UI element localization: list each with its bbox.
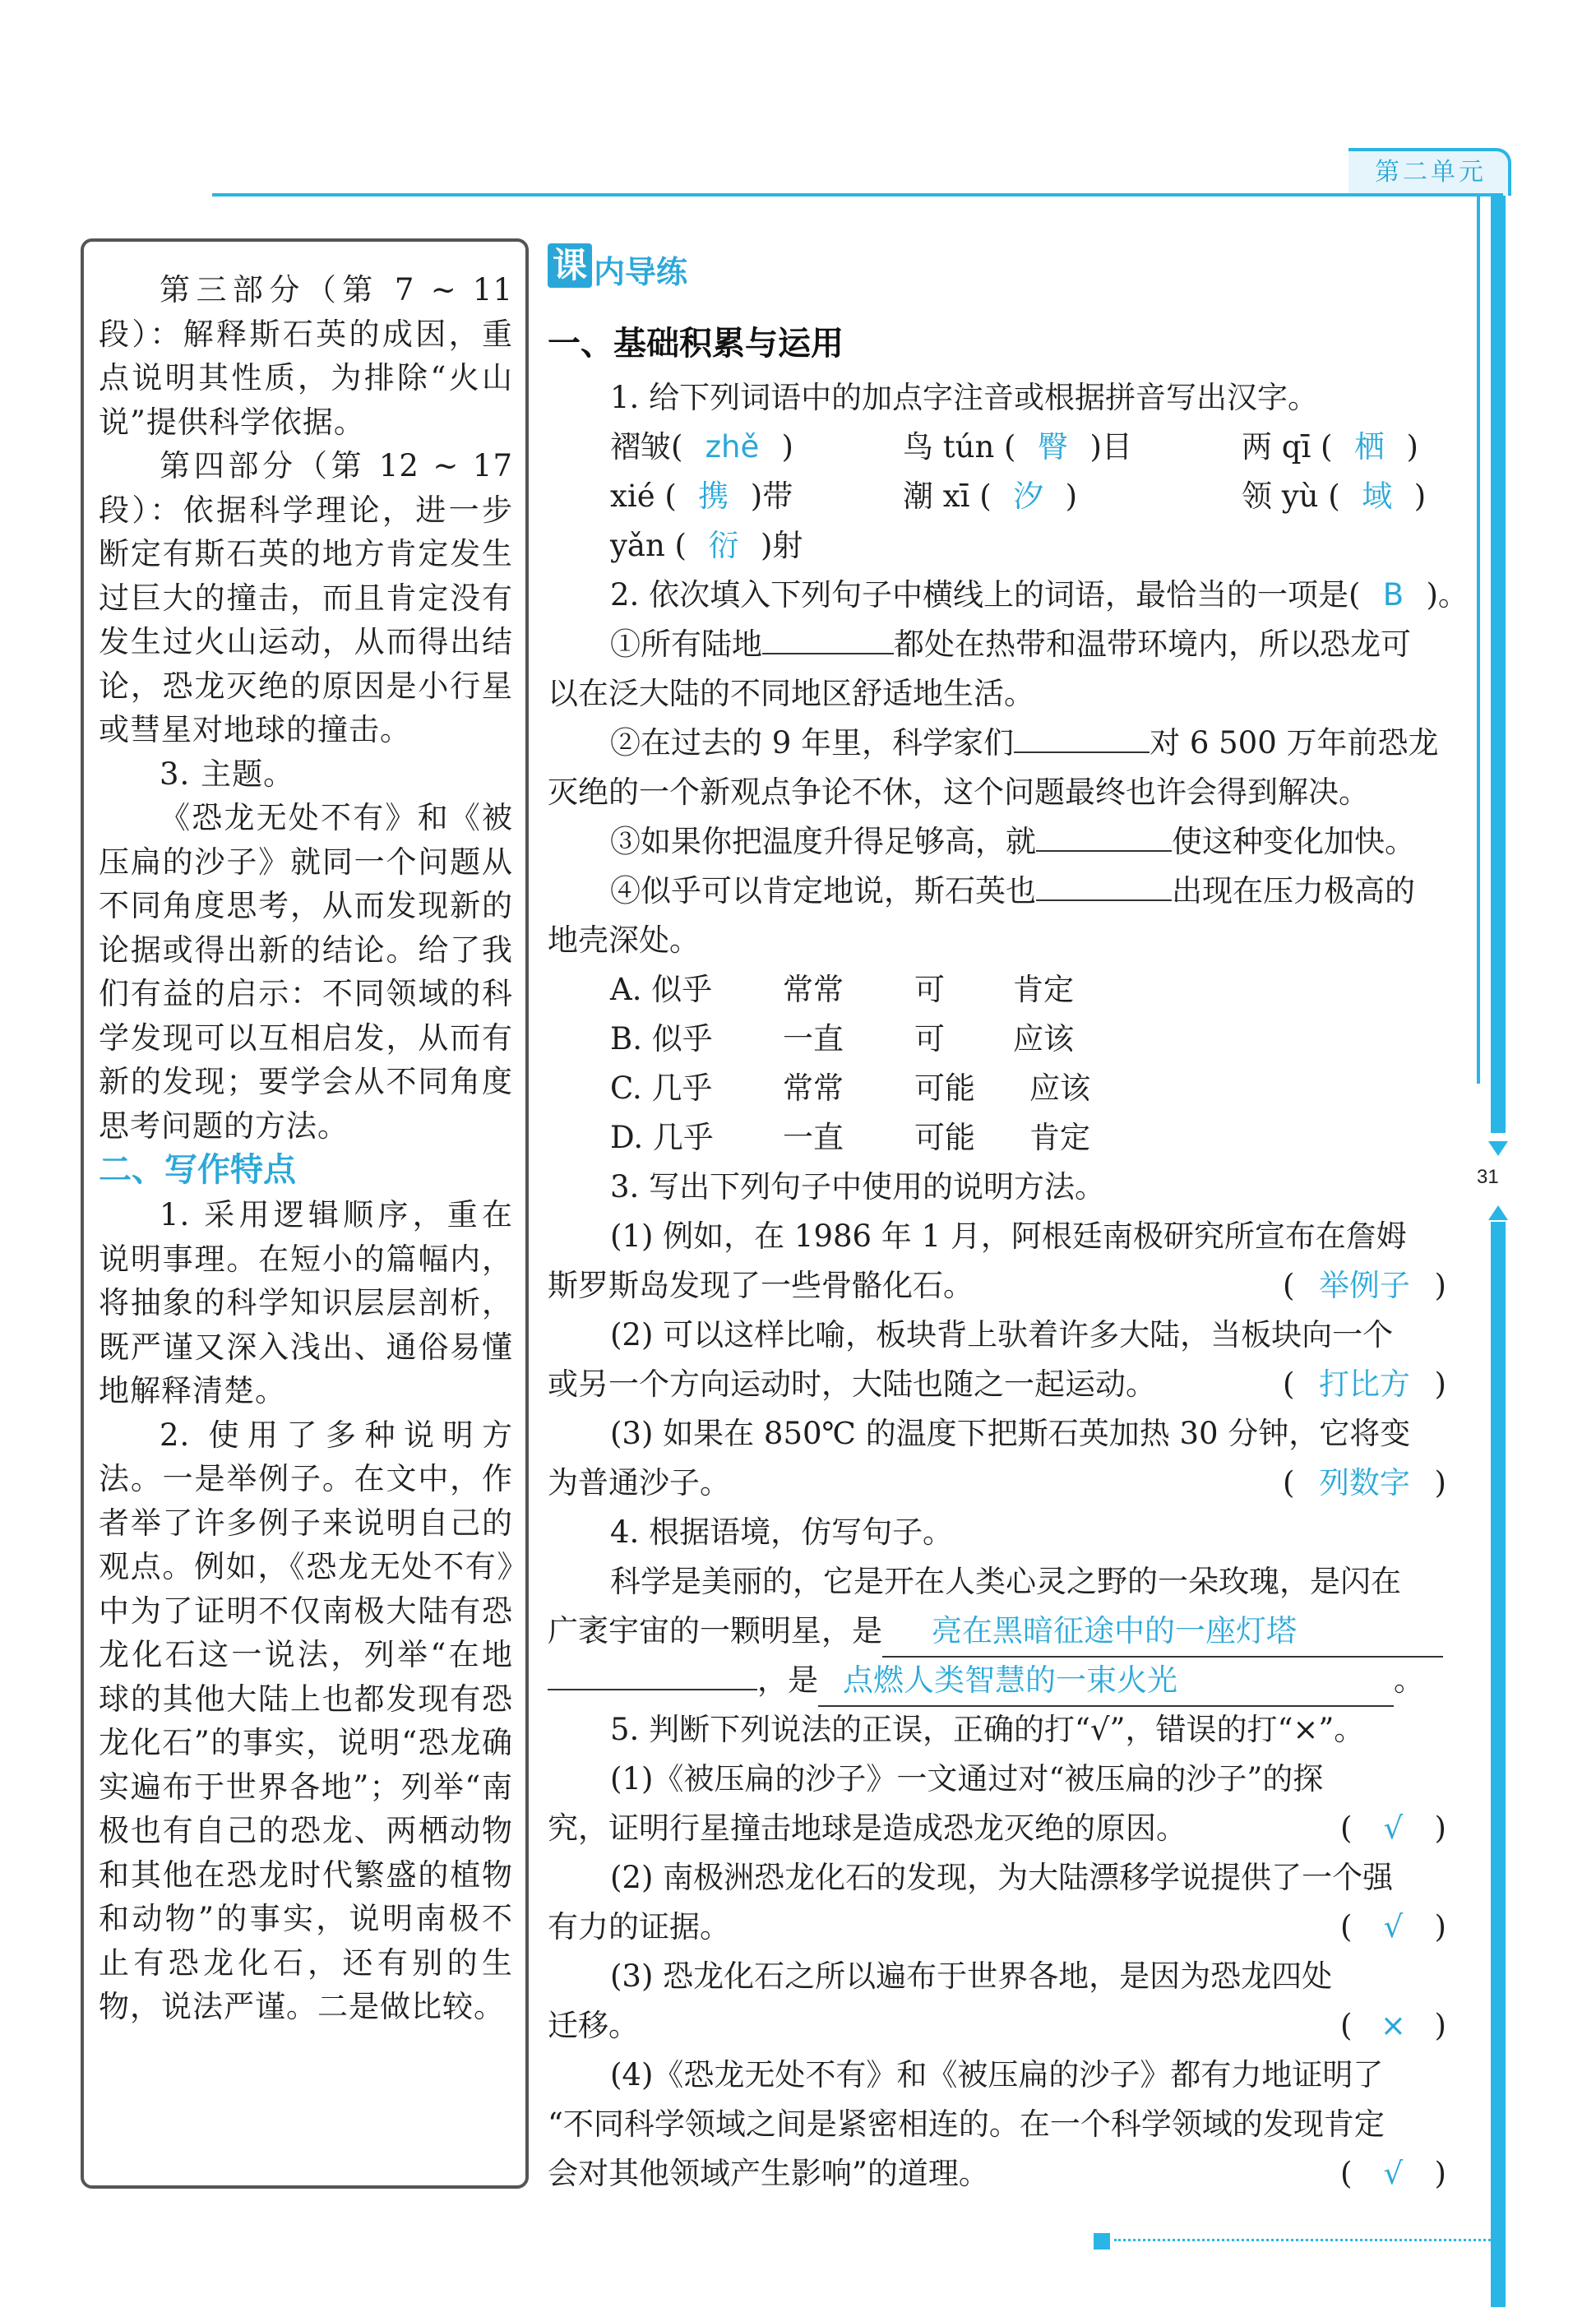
q1-item-4: xié ( 携 )带 — [610, 472, 793, 521]
sidebar-part3: 第三部分（第 7 ~ 11 段）：解释斯石英的成因，重点说明其性质，为排除“火山说”提供科学依据。 — [99, 272, 513, 440]
q3-prompt: 3. 写出下列句子中使用的说明方法。 — [610, 1169, 1106, 1205]
answer-text: 域 — [1362, 479, 1393, 514]
q4-sentence-cont: 广袤宇宙的一颗明星，是 亮在黑暗征途中的一座灯塔 — [548, 1607, 1443, 1658]
answer-text: 汐 — [1013, 479, 1044, 514]
answer-text: zhě — [705, 429, 760, 465]
q3-item-1: (1) 例如，在 1986 年 1 月，阿根廷南极研究所宣布在詹姆 — [610, 1218, 1407, 1254]
q1-item-5: 潮 xī ( 汐 ) — [903, 472, 1077, 521]
section-title: 一、基础积累与运用 — [548, 325, 844, 363]
footer-dotted-rule — [1114, 2239, 1501, 2244]
q5-item-2-cont: 有力的证据。 — [548, 1909, 730, 1944]
q3-item-3: (3) 如果在 850℃ 的温度下把斯石英加热 30 分钟，它将变 — [610, 1416, 1411, 1451]
q5-item-3: (3) 恐龙化石之所以遍布于世界各地，是因为恐龙四处 — [610, 1958, 1333, 1994]
q1-item-3: 两 qī ( 栖 ) — [1242, 423, 1418, 472]
q3-item-3-cont: 为普通沙子。 — [548, 1465, 730, 1500]
q5-item-1-cont: 究，证明行星撞击地球是造成恐龙灭绝的原因。 — [548, 1810, 1187, 1846]
footer-square-mark — [1094, 2233, 1110, 2250]
q5-item-4: (4)《恐龙无处不有》和《被压扁的沙子》都有力地证明了 — [610, 2057, 1384, 2092]
q3-item-2: (2) 可以这样比喻，板块背上驮着许多大陆，当板块向一个 — [610, 1317, 1394, 1353]
q5-item-4-cont: “不同科学领域之间是紧密相连的。在一个科学领域的发现肯定 — [548, 2106, 1385, 2142]
q2-sentence-4-cont: 地壳深处。 — [548, 922, 700, 958]
fill-blank — [548, 1661, 757, 1690]
page-marker-arrow-top — [1488, 1141, 1508, 1156]
q2-prompt: 2. 依次填入下列句子中横线上的词语，最恰当的一项是( B )。 — [610, 571, 1469, 620]
q2-sentence-2-cont: 灭绝的一个新观点争论不休，这个问题最终也许会得到解决。 — [548, 775, 1369, 810]
q4-prompt: 4. 根据语境，仿写句子。 — [610, 1514, 954, 1550]
q4-answer-1: 亮在黑暗征途中的一座灯塔 — [932, 1613, 1297, 1648]
sidebar-theme-heading: 3. 主题。 — [160, 756, 295, 792]
q3-answer-2: ( 打比方 ) — [1283, 1366, 1446, 1402]
q1-item-6: 领 yù ( 域 ) — [1242, 472, 1426, 521]
lesson-badge-title: 内导练 — [594, 254, 688, 290]
lesson-badge: 课 — [548, 243, 592, 288]
q4-answer-2: 点燃人类智慧的一束火光 — [843, 1662, 1177, 1698]
q2-option-d: D. 几乎 一直 可能 肯定 — [610, 1120, 1090, 1155]
sidebar-theme-text: 《恐龙无处不有》和《被压扁的沙子》就同一个问题从不同角度思考，从而发现新的论据或得出新的结论。给了我们有益的启示：不同领域的科学发现可以互相启发，从而有新的发现；要学会从不同角度思考问题的方法。 — [99, 800, 513, 1144]
sidebar-part4: 第四部分（第 12 ~ 17 段）：依据科学理论，进一步断定有斯石英的地方肯定发生过巨大的撞击，而且肯定没有发生过火山运动，从而得出结论，恐龙灭绝的原因是小行星或彗星对地球的撞击。 — [99, 448, 513, 747]
sidebar-writing-heading: 二、写作特点 — [99, 1151, 296, 1189]
answer-text: 携 — [698, 479, 729, 514]
fill-blank — [762, 625, 894, 654]
answer-text: 衍 — [708, 528, 739, 563]
right-edge-bar-top — [1491, 196, 1506, 1133]
fill-blank — [1036, 822, 1172, 852]
sidebar-writing-1: 1. 采用逻辑顺序，重在说明事理。在短小的篇幅内，将抽象的科学知识层层剖析，既严谨又深入浅出、通俗易懂地解释清楚。 — [99, 1197, 513, 1408]
fill-blank — [1014, 724, 1150, 753]
q1-item-2: 鸟 tún ( 臀 )目 — [903, 423, 1132, 472]
page-number: 31 — [1477, 1166, 1499, 1188]
header-rule — [212, 193, 1503, 197]
q3-answer-3: ( 列数字 ) — [1283, 1465, 1446, 1500]
q2-sentence-4: ④似乎可以肯定地说，斯石英也 出现在压力极高的 — [610, 873, 1415, 909]
answer-text: 栖 — [1353, 429, 1385, 465]
q3-item-2-cont: 或另一个方向运动时，大陆也随之一起运动。 — [548, 1366, 1156, 1402]
q2-option-a: A. 似乎 常常 可 肯定 — [610, 972, 1074, 1007]
answer-text: B — [1382, 577, 1404, 613]
q2-option-b: B. 似乎 一直 可 应该 — [610, 1021, 1074, 1057]
q3-item-1-cont: 斯罗斯岛发现了一些骨骼化石。 — [548, 1268, 974, 1303]
page-marker-arrow-bottom — [1488, 1205, 1508, 1220]
q1-item-7: yǎn ( 衍 )射 — [610, 521, 803, 571]
q4-sentence: 科学是美丽的，它是开在人类心灵之野的一朵玫瑰，是闪在 — [610, 1564, 1401, 1599]
q5-prompt: 5. 判断下列说法的正误，正确的打“√”，错误的打“×”。 — [610, 1712, 1365, 1747]
q1-prompt: 1. 给下列词语中的加点字注音或根据拼音写出汉字。 — [610, 380, 1319, 415]
q5-item-4-cont-2: 会对其他领域产生影响”的道理。 — [548, 2156, 989, 2191]
q2-sentence-1: ①所有陆地 都处在热带和温带环境内，所以恐龙可 — [610, 627, 1411, 662]
q5-item-3-cont: 迁移。 — [548, 2008, 639, 2043]
q3-answer-1: ( 举例子 ) — [1283, 1268, 1446, 1303]
q5-answer-1: ( √ ) — [1340, 1810, 1446, 1846]
q5-answer-3: ( × ) — [1340, 2008, 1446, 2043]
right-edge-bar-bottom — [1491, 1222, 1506, 2307]
q4-sentence-cont-2: ，是 点燃人类智慧的一束火光 。 — [548, 1656, 1424, 1707]
answer-text: 臀 — [1038, 429, 1068, 465]
sidebar-writing-2: 2. 使用了多种说明方法。一是举例子。在文中，作者举了许多例子来说明自己的观点。例如，《恐龙无处不有》中为了证明不仅南极大陆有恐龙化石这一说法，列举“在地球的其他大陆上也都发现有恐龙化石”的事实，说明“恐龙确实遍布于世界各地”；列举“南极也有自己的恐龙、两栖动物和其他在恐龙时代繁盛的植物和动物”的事实，说明南极不止有恐龙化石，还有别的生物，说法严谨。二是做比较。 — [99, 1417, 513, 2024]
q2-sentence-3: ③如果你把温度升得足够高，就 使这种变化加快。 — [610, 824, 1415, 859]
q2-sentence-1-cont: 以在泛大陆的不同地区舒适地生活。 — [548, 676, 1034, 711]
q5-item-1: (1)《被压扁的沙子》一文通过对“被压扁的沙子”的探 — [610, 1761, 1324, 1796]
q5-item-2: (2) 南极洲恐龙化石的发现，为大陆漂移学说提供了一个强 — [610, 1860, 1394, 1895]
q2-option-c: C. 几乎 常常 可能 应该 — [610, 1070, 1090, 1106]
header-unit-label: 第二单元 — [1375, 158, 1487, 187]
sidebar-content — [99, 268, 513, 2029]
q5-answer-2: ( √ ) — [1340, 1909, 1446, 1944]
q2-sentence-2: ②在过去的 9 年里，科学家们 对 6 500 万年前恐龙 — [610, 725, 1439, 761]
q1-item-1: 褶皱( zhě ) — [610, 423, 793, 472]
q5-answer-4: ( √ ) — [1340, 2156, 1446, 2191]
right-edge-thin-bar — [1477, 196, 1480, 1084]
fill-blank — [1036, 872, 1172, 901]
